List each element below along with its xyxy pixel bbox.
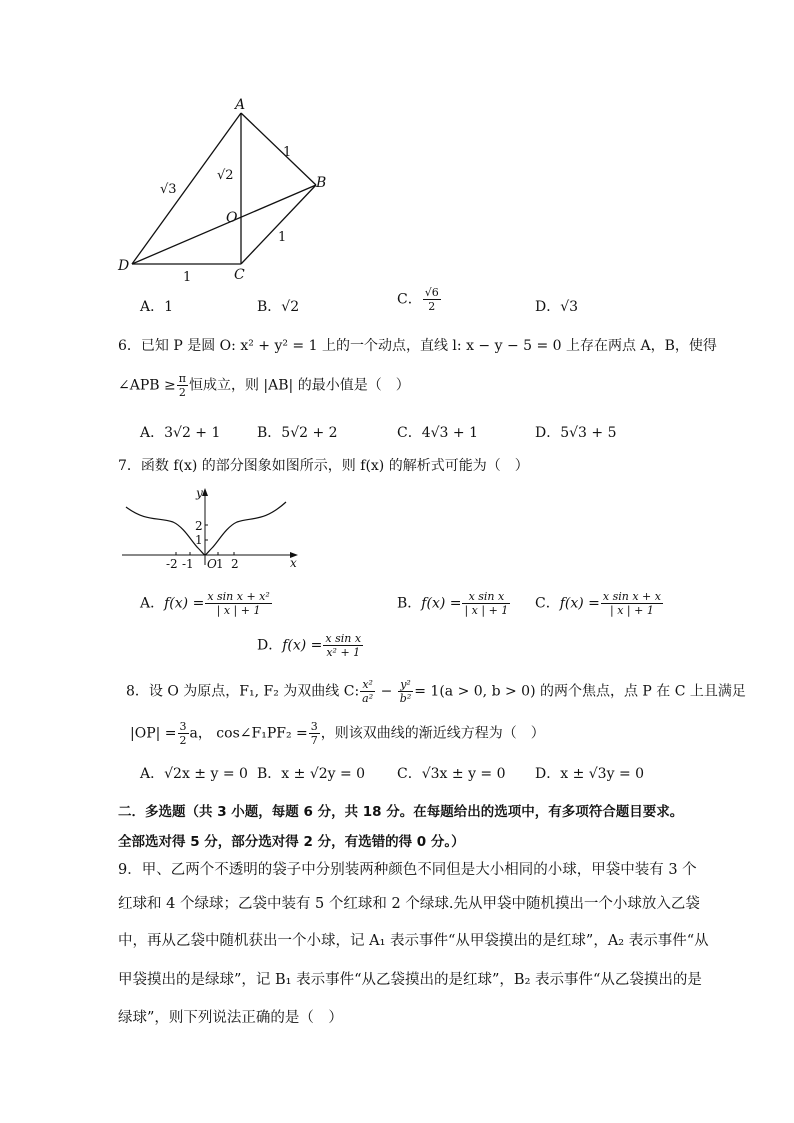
q7-option-a-fx: f(x) = xyxy=(164,595,205,612)
x-tick-2: 2 xyxy=(231,557,239,571)
fraction-numerator: x sin x + x xyxy=(602,590,661,603)
point-o-label: O xyxy=(226,210,238,226)
q6-stem-line2 xyxy=(118,372,410,399)
fraction-denominator: 7 xyxy=(310,734,318,747)
q8-line1-end: = 1(a > 0, b > 0) 的两个焦点，点 P 在 C 上且满足 xyxy=(414,683,746,700)
x-tick-neg2: -2 xyxy=(166,557,178,571)
q9-stem-line4: 甲袋摸出的是绿球”，记 B₁ 表示事件“从乙袋摸出的是红球”，B₂ 表示事件“从乙袋摸出的是 xyxy=(118,972,702,988)
fraction-denominator: b² xyxy=(399,692,412,705)
point-d-label: D xyxy=(118,258,130,274)
fraction-denominator: | x | + 1 xyxy=(464,604,509,617)
fraction-numerator: √6 xyxy=(424,286,439,299)
fraction-numerator: y² xyxy=(398,678,413,692)
q7-option-b[interactable] xyxy=(397,590,511,617)
fraction-numerator: x sin x xyxy=(325,632,362,645)
length-ab-label: 1 xyxy=(283,145,292,160)
q8-question-text: ，则该双曲线的渐近线方程为（ ） xyxy=(320,725,545,742)
q5-option-c-label: C． xyxy=(397,291,422,308)
section2-heading-line1: 二．多选题（共 3 小题，每题 6 分，共 18 分。在每题给出的选项中，有多项符合题目要求。 xyxy=(118,804,684,820)
y-axis-label: y xyxy=(196,486,203,500)
fraction-numerator: x sin x + x² xyxy=(207,590,270,603)
q8-x2-over-a2 xyxy=(360,678,375,705)
length-dc-label: 1 xyxy=(183,270,192,285)
q8-y2-over-b2 xyxy=(398,678,413,705)
q9-stem-line3: 中，再从乙袋中随机获出一个小球，记 A₁ 表示事件“从甲袋摸出的是红球”，A₂ 表示事件“从 xyxy=(118,933,709,949)
origin-label: O xyxy=(207,557,217,571)
length-ac-label: √2 xyxy=(217,168,234,183)
q7-option-b-fx: f(x) = xyxy=(421,595,462,612)
q7-stem: 7．函数 f(x) 的部分图象如图所示，则 f(x) 的解析式可能为（ ） xyxy=(118,458,529,474)
segment-cb xyxy=(241,185,316,264)
q7-option-d-fx: f(x) = xyxy=(282,637,323,654)
fraction-numerator: 3 xyxy=(310,720,318,733)
length-ad-label: √3 xyxy=(160,182,177,197)
q9-stem-line1: 9．甲、乙两个不透明的袋子中分别装两种颜色不同但是大小相同的小球，甲袋中装有 3 个 xyxy=(118,862,697,878)
q5-option-a[interactable]: A．1 xyxy=(140,299,174,315)
length-bc-label: 1 xyxy=(278,230,287,245)
q8-option-a[interactable]: A．√2x ± y = 0 xyxy=(140,766,248,782)
q8-stem-line1: 8．设 O 为原点，F₁, F₂ 为双曲线 C: $\frac{\text{x²}}{\text{a²}}$ − $\frac{\text{y²}}{\text{b²}}$ = 1(a > 0, b > 0) 的两个焦点，点 P 在 C 上且满足 xyxy=(126,678,746,705)
q5-option-b[interactable]: B．√2 xyxy=(257,299,300,315)
fraction-denominator: | x | + 1 xyxy=(610,604,654,617)
fraction-denominator: 2 xyxy=(179,734,187,747)
segment-ab xyxy=(241,113,316,185)
q8-three-sevenths xyxy=(309,720,320,747)
q6-question-text: 恒成立，则 |AB| 的最小值是（ ） xyxy=(188,377,410,394)
point-c-label: C xyxy=(234,267,245,283)
q6-angle-condition: ∠APB ≥ xyxy=(118,377,176,394)
q9-stem-line5: 绿球”，则下列说法正确的是（ ） xyxy=(118,1010,343,1026)
q7-option-b-label: B． xyxy=(397,595,422,612)
point-b-label: B xyxy=(316,175,327,191)
q7-option-c-label: C． xyxy=(535,595,560,612)
q7-option-d[interactable] xyxy=(257,632,364,659)
x-tick-1: 1 xyxy=(216,557,224,571)
fraction-denominator: x² + 1 xyxy=(326,646,361,659)
q7-option-c[interactable] xyxy=(535,590,664,617)
y-tick-2: 2 xyxy=(195,519,203,533)
q6-pi-over-2 xyxy=(177,372,188,399)
fraction-denominator: 2 xyxy=(428,300,436,313)
q8-option-d[interactable]: D．x ± √3y = 0 xyxy=(535,766,645,782)
q8-line1-start: 8．设 O 为原点，F₁, F₂ 为双曲线 C: xyxy=(126,683,360,700)
q7-option-a[interactable] xyxy=(140,590,273,617)
fraction-numerator: x sin x xyxy=(462,590,510,604)
fraction-denominator: a² xyxy=(362,692,374,705)
fraction-numerator: 3 xyxy=(179,720,187,733)
q6-stem-line1: 6．已知 P 是圆 O: x² + y² = 1 上的一个动点，直线 l: x − y − 5 = 0 上存在两点 A，B，使得 xyxy=(118,338,717,354)
q5-option-d[interactable]: D．√3 xyxy=(535,299,579,315)
q5-option-c[interactable] xyxy=(397,286,442,313)
q7-option-c-fraction xyxy=(601,590,663,617)
q7-option-d-label: D． xyxy=(257,637,283,654)
fraction-denominator: | x | + 1 xyxy=(216,604,261,617)
section2-heading-line2: 全部选对得 5 分，部分选对得 2 分，有选错的得 0 分。） xyxy=(118,834,465,850)
q6-option-b[interactable]: B．5√2 + 2 xyxy=(257,425,338,441)
q7-option-d-fraction xyxy=(323,632,363,659)
q8-three-halves xyxy=(178,720,189,747)
fraction-numerator: π xyxy=(178,372,186,385)
q6-option-a[interactable]: A．3√2 + 1 xyxy=(140,425,221,441)
q8-option-b[interactable]: B．x ± √2y = 0 xyxy=(257,766,366,782)
fraction-denominator: 2 xyxy=(178,386,186,399)
q8-stem-line2 xyxy=(130,720,545,747)
point-a-label: A xyxy=(235,97,246,113)
q6-option-d[interactable]: D．5√3 + 5 xyxy=(535,425,617,441)
q8-option-c[interactable]: C．√3x ± y = 0 xyxy=(397,766,506,782)
q7-option-a-fraction xyxy=(205,590,271,617)
y-axis-arrow-icon xyxy=(202,488,208,496)
x-axis-label: x xyxy=(290,556,297,570)
q7-option-b-fraction xyxy=(462,590,510,617)
q8-op-text: |OP| = xyxy=(130,725,177,742)
q7-function-graph xyxy=(118,482,308,572)
q9-stem-line2: 红球和 4 个绿球；乙袋中装有 5 个红球和 2 个绿球.先从甲袋中随机摸出一个小球放入乙袋 xyxy=(118,896,700,912)
q5-option-c-fraction xyxy=(423,286,441,313)
q7-option-c-fx: f(x) = xyxy=(559,595,600,612)
x-tick-neg1: -1 xyxy=(182,557,194,571)
q5-geometry-figure xyxy=(110,95,340,285)
fraction-numerator: x² xyxy=(360,678,375,692)
q7-option-a-label: A． xyxy=(140,595,165,612)
q6-option-c[interactable]: C．4√3 + 1 xyxy=(397,425,478,441)
segment-ad xyxy=(132,113,241,264)
function-curve xyxy=(126,502,286,555)
q8-cos-text: a， cos∠F₁PF₂ = xyxy=(189,725,308,742)
y-tick-1: 1 xyxy=(195,533,203,547)
